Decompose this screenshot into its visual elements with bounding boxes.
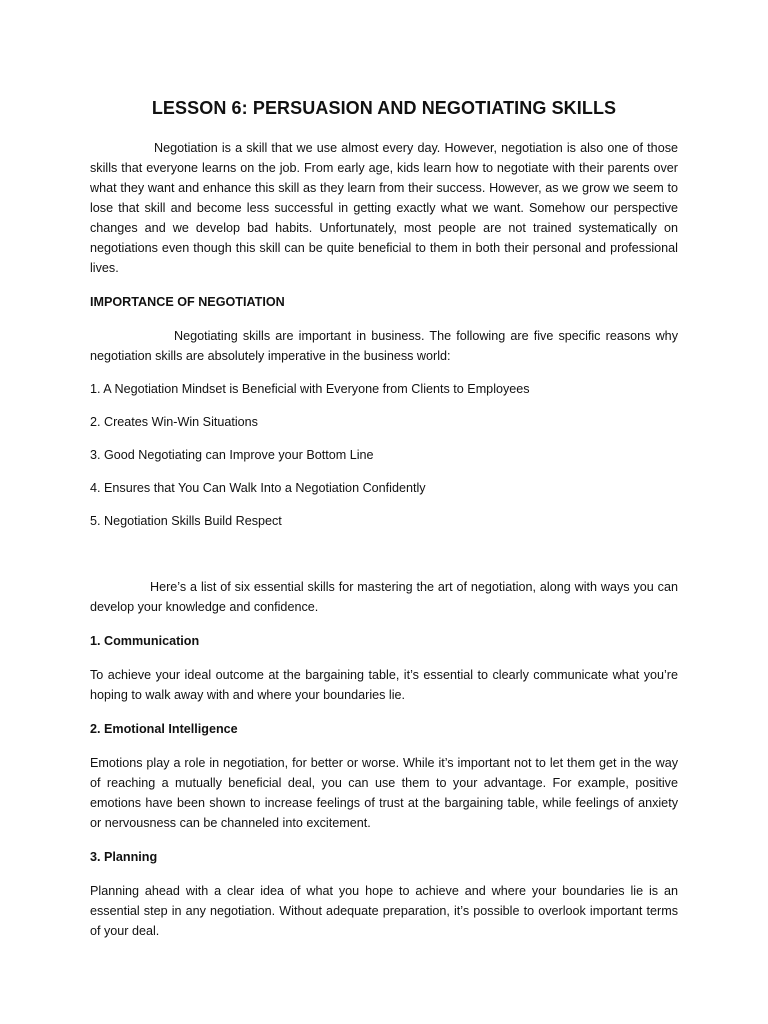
skill-heading-planning: 3. Planning xyxy=(90,850,158,864)
reason-item-5: 5. Negotiation Skills Build Respect xyxy=(90,514,282,528)
skill-heading-communication: 1. Communication xyxy=(90,634,200,648)
page-title: LESSON 6: PERSUASION AND NEGOTIATING SKILLS xyxy=(151,98,617,118)
reason-item-3: 3. Good Negotiating can Improve your Bottom Line xyxy=(90,448,374,462)
reason-item-4: 4. Ensures that You Can Walk Into a Negotiation Confidently xyxy=(90,481,426,495)
reason-item-1: 1. A Negotiation Mindset is Beneficial with Everyone from Clients to Employees xyxy=(90,382,530,396)
document-page xyxy=(90,96,678,941)
skill-text-communication: To achieve your ideal outcome at the bargaining table, it’s essential to clearly communicate what you’re hoping to walk away with and where your boundaries lie. xyxy=(90,668,678,702)
reason-item-2: 2. Creates Win-Win Situations xyxy=(90,415,258,429)
skill-heading-emotional-intelligence: 2. Emotional Intelligence xyxy=(90,722,238,736)
skill-text-planning: Planning ahead with a clear idea of what you hope to achieve and where your boundaries lie is an essential step in any negotiation. Without adequate preparation, it’s possible to overlook important terms of your deal. xyxy=(90,884,678,938)
skills-intro-paragraph: Here’s a list of six essential skills for mastering the art of negotiation, along with ways you can develop your knowledge and confidence. xyxy=(90,580,678,614)
intro-paragraph: Negotiation is a skill that we use almost every day. However, negotiation is also one of those skills that everyone learns on the job. From early age, kids learn how to negotiate with their parents over what they want and enhance this skill as they learn from their success. However, as we grow we seem to lose that skill and become less successful in getting exactly what we want. Somehow our perspective changes and we develop bad habits. Unfortunately, most people are not trained systematically on negotiations even though this skill can be quite beneficial to them in both their personal and professional lives. xyxy=(90,141,678,275)
importance-paragraph: Negotiating skills are important in business. The following are five specific reasons why negotiation skills are absolutely imperative in the business world: xyxy=(90,329,678,363)
importance-heading: IMPORTANCE OF NEGOTIATION xyxy=(90,295,285,309)
skill-text-emotional-intelligence: Emotions play a role in negotiation, for better or worse. While it’s important not to let them get in the way of reaching a mutually beneficial deal, you can use them to your advantage. For example, positive emotions have been shown to increase feelings of trust at the bargaining table, while feelings of anxiety or nervousness can be channeled into excitement. xyxy=(90,756,678,830)
